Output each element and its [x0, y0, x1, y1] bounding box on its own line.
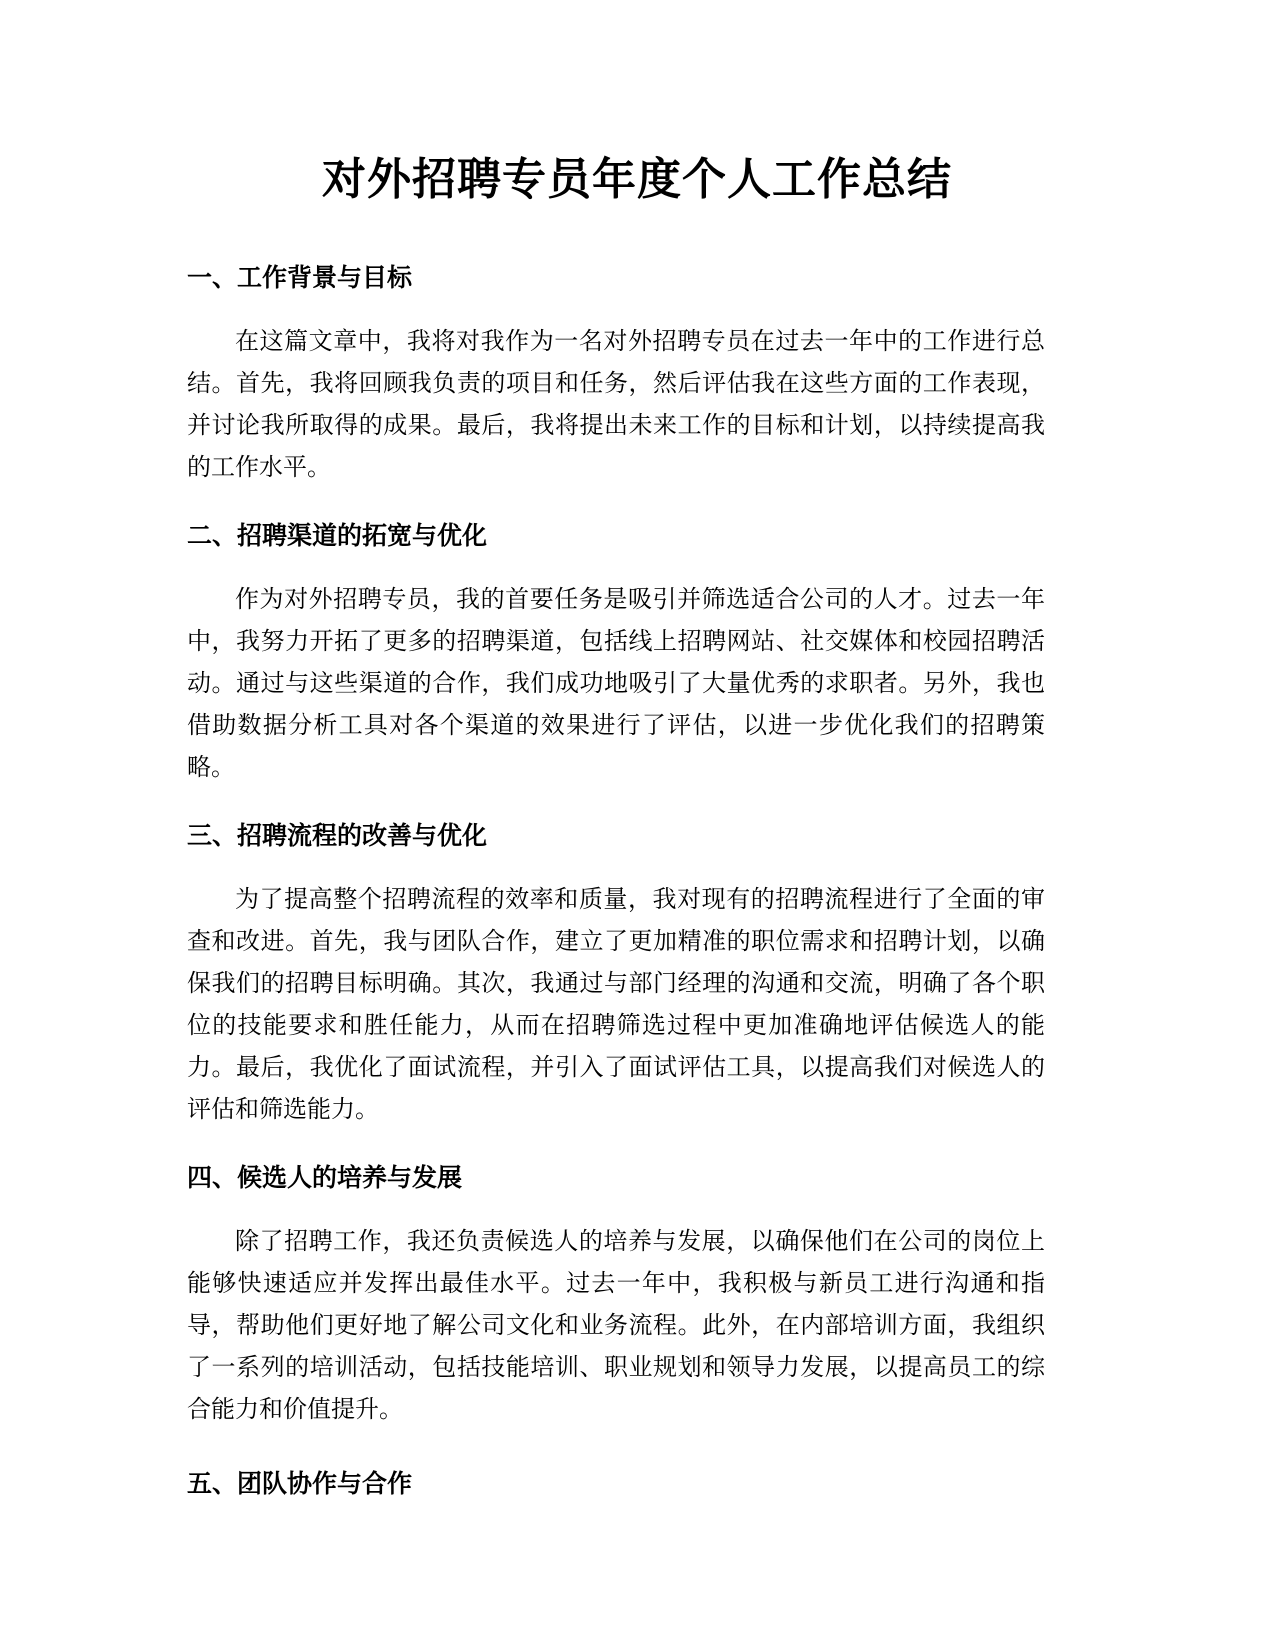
- section-body-2: 作为对外招聘专员，我的首要任务是吸引并筛选适合公司的人才。过去一年中，我努力开拓了更多的招聘渠道，包括线上招聘网站、社交媒体和校园招聘活动。通过与这些渠道的合作，我们成功地吸引了大量优秀的求职者。另外，我也借助数据分析工具对各个渠道的效果进行了评估，以进一步优化我们的招聘策略。: [187, 585, 1045, 781]
- section-body-4: 除了招聘工作，我还负责候选人的培养与发展，以确保他们在公司的岗位上能够快速适应并发挥出最佳水平。过去一年中，我积极与新员工进行沟通和指导，帮助他们更好地了解公司文化和业务流程。此外，在内部培训方面，我组织了一系列的培训活动，包括技能培训、职业规划和领导力发展，以提高员工的综合能力和价值提升。: [187, 1227, 1045, 1423]
- section-heading-5: 五、团队协作与合作: [187, 1469, 413, 1498]
- section-body-1: 在这篇文章中，我将对我作为一名对外招聘专员在过去一年中的工作进行总结。首先，我将回顾我负责的项目和任务，然后评估我在这些方面的工作表现，并讨论我所取得的成果。最后，我将提出未来工作的目标和计划，以持续提高我的工作水平。: [187, 327, 1045, 481]
- section-heading-4: 四、候选人的培养与发展: [187, 1163, 463, 1192]
- section-body-3: 为了提高整个招聘流程的效率和质量，我对现有的招聘流程进行了全面的审查和改进。首先，我与团队合作，建立了更加精准的职位需求和招聘计划，以确保我们的招聘目标明确。其次，我通过与部门经理的沟通和交流，明确了各个职位的技能要求和胜任能力，从而在招聘筛选过程中更加准确地评估候选人的能力。最后，我优化了面试流程，并引入了面试评估工具，以提高我们对候选人的评估和筛选能力。: [187, 885, 1045, 1123]
- document-title: 对外招聘专员年度个人工作总结: [322, 154, 952, 205]
- section-heading-2: 二、招聘渠道的拓宽与优化: [187, 521, 488, 550]
- section-heading-3: 三、招聘流程的改善与优化: [187, 821, 488, 850]
- section-heading-1: 一、工作背景与目标: [187, 263, 413, 292]
